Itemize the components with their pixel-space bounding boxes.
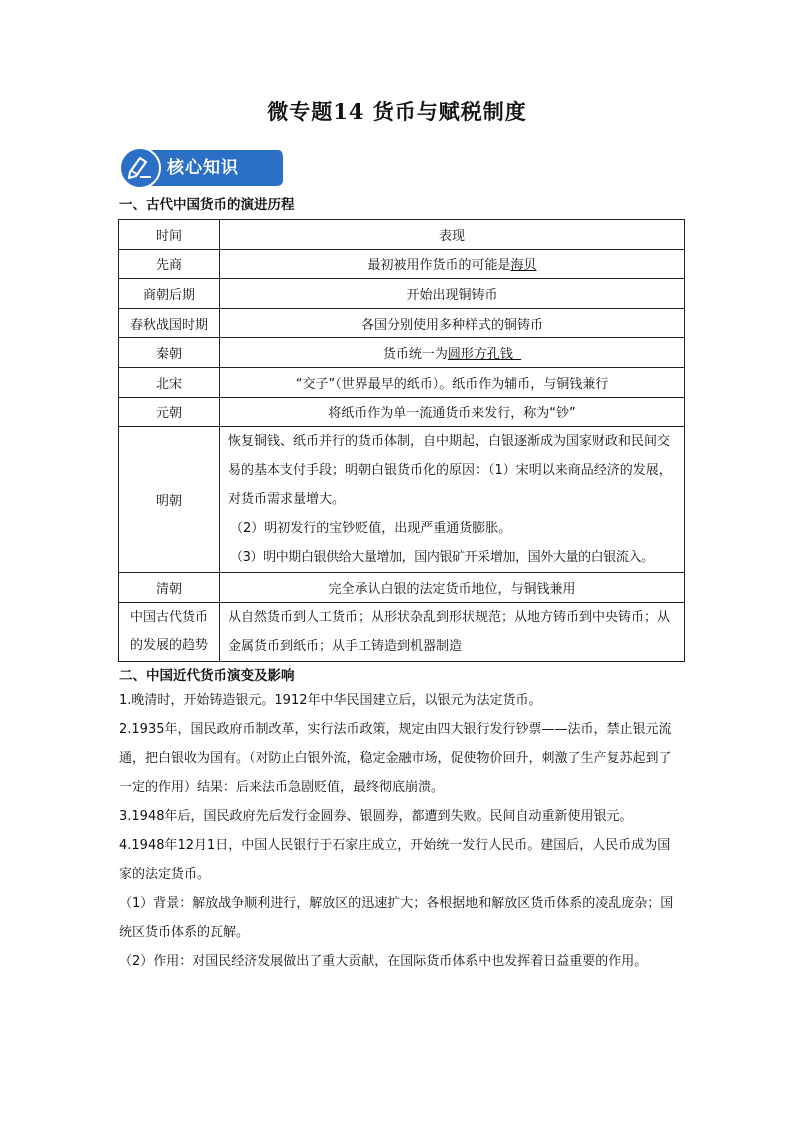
time-cell: 元朝 [119,397,220,427]
table-row [119,279,685,309]
body-text [119,686,679,976]
content-cell: 完全承认白银的法定货币地位，与铜钱兼用 [220,573,685,603]
content-cell [220,338,685,368]
content-cell: 各国分别使用多种样式的铜铸币 [220,308,685,338]
section-heading-2: 二、中国近代货币演变及影响 [119,668,295,684]
content-cell [220,427,685,573]
table-row [119,338,685,368]
cell-paragraph: （3）明中期白银供给大量增加，国内银矿开采增加，国外大量的白银流入。 [230,550,654,566]
currency-table [118,219,685,662]
table-row [119,308,685,338]
table-row [119,602,685,661]
cell-paragraph: （2）明初发行的宝钞贬值，出现严重通货膨胀。 [230,521,512,537]
time-cell: 春秋战国时期 [119,308,220,338]
header-cell: 表现 [220,220,685,250]
content-cell [220,249,685,279]
time-cell: 中国古代货币的发展的趋势 [119,602,220,661]
section-heading-1: 一、古代中国货币的演进历程 [119,197,295,213]
underlined-answer: 海贝 [510,258,537,274]
table-row [119,249,685,279]
content-cell: “交子”（世界最早的纸币）。纸币作为辅币，与铜钱兼行 [220,367,685,397]
content-cell: 从自然货币到人工货币；从形状杂乱到形状规范；从地方铸币到中央铸币；从金属货币到纸币；从手工铸造到机器制造 [220,602,685,661]
time-cell: 明朝 [119,427,220,573]
content-cell: 开始出现铜铸币 [220,279,685,309]
cell-paragraph: 恢复铜钱、纸币并行的货币体制，自中期起，白银逐渐成为国家财政和民间交易的基本支付手段；明朝白银货币化的原因：（1）宋明以来商品经济的发展，对货币需求量增大。 [228,434,672,508]
paragraph: （1）背景：解放战争顺利进行，解放区的迅速扩大；各根据地和解放区货币体系的凌乱庞杂；国统区货币体系的瓦解。 [119,896,674,940]
paragraph: 2.1935年，国民政府币制改革，实行法币政策，规定由四大银行发行钞票——法币，禁止银元流通，把白银收为国有。（对防止白银外流，稳定金融市场，促使物价回升，刺激了生产复苏起到了一定的作用）结果：后来法币急剧贬值，最终彻底崩溃。 [119,722,672,795]
page-title: 微专题14 货币与赋税制度 [267,99,527,124]
table-row [119,397,685,427]
time-cell: 清朝 [119,573,220,603]
time-cell: 秦朝 [119,338,220,368]
content-cell: 将纸币作为单一流通货币来发行，称为“钞” [220,397,685,427]
paragraph: 4.1948年12月1日，中国人民银行于石家庄成立，开始统一发行人民币。建国后，人民币成为国家的法定货币。 [119,838,671,882]
time-cell: 北宋 [119,367,220,397]
cell-text: 货币统一为 [382,347,448,363]
table-row [119,427,685,573]
underlined-answer: 圆形方孔钱 [447,347,522,363]
banner-label: 核心知识 [167,158,239,178]
paragraph: （2）作用：对国民经济发展做出了重大贡献，在国际货币体系中也发挥着日益重要的作用。 [119,954,648,969]
paragraph: 3.1948年后，国民政府先后发行金圆券、银圆券，都遭到失败。民间自动重新使用银元。 [119,809,633,824]
time-cell: 先商 [119,249,220,279]
paragraph: 1.晚清时，开始铸造银元。1912年中华民国建立后，以银元为法定货币。 [119,693,542,708]
header-cell: 时间 [119,220,220,250]
table-header-row [119,220,685,250]
table-row [119,573,685,603]
time-cell: 商朝后期 [119,279,220,309]
table-row [119,367,685,397]
cell-text: 最初被用作货币的可能是 [367,258,511,274]
